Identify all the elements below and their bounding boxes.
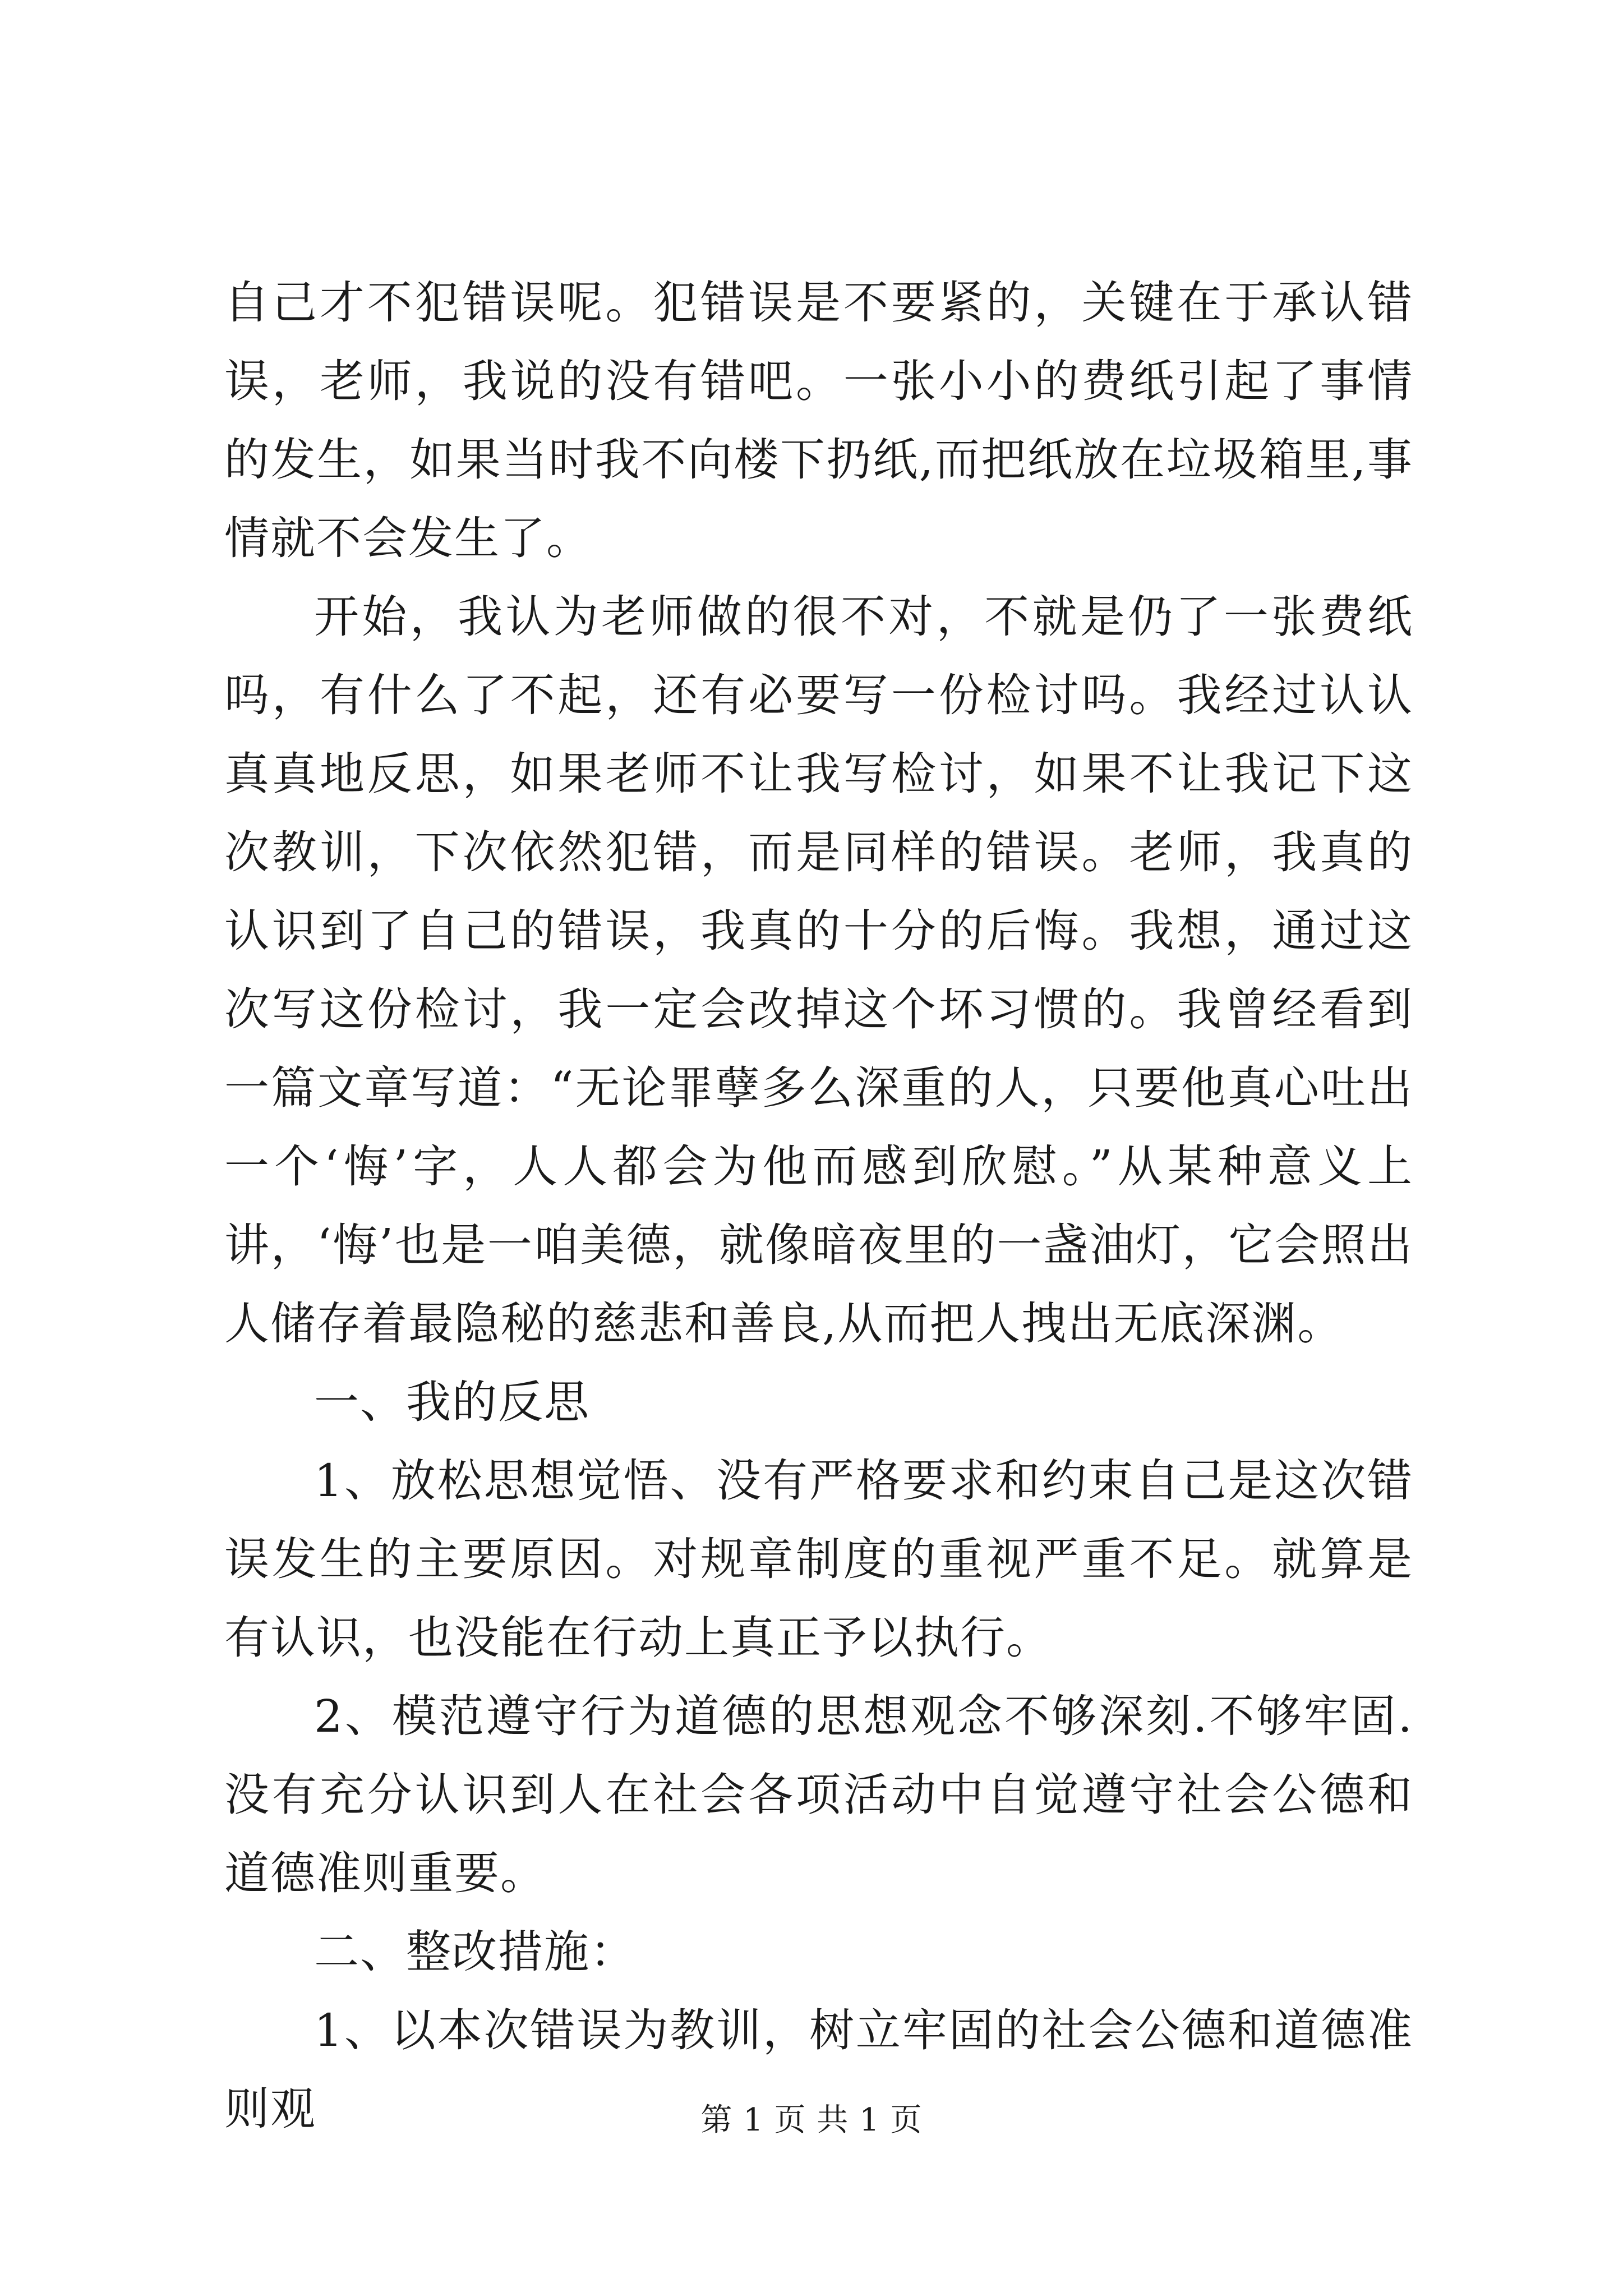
paragraph-2: 开始，我认为老师做的很不对，不就是仍了一张费纸吗，有什么了不起，还有必要写一份检讨吗。我经过认认真真地反思，如果老师不让我写检讨，如果不让我记下这次教训，下次依然犯错，而是同样的错误。老师，我真的认识到了自己的错误，我真的十分的后悔。我想，通过这次写这份检讨，我一定会改掉这个坏习惯的。我曾经看到一篇文章写道：“无论罪孽多么深重的人，只要他真心吐出一个‘悔’字，人人都会为他而感到欣慰。”从某种意义上讲，‘悔’也是一咱美德，就像暗夜里的一盏油灯，它会照出人储存着最隐秘的慈悲和善良,从而把人拽出无底深渊。	[224, 591, 1413, 1350]
page-footer: 第 1 页 共 1 页	[700, 2102, 923, 2138]
paragraph-measures-1: 1、以本次错误为教训，树立牢固的社会公德和道德准则观	[224, 2004, 1413, 2135]
section-heading-reflection: 一、我的反思	[314, 1376, 590, 1428]
paragraph-reflection-1: 1、放松思想觉悟、没有严格要求和约束自己是这次错误发生的主要原因。对规章制度的重视严重不足。就算是有认识，也没能在行动上真正予以执行。	[224, 1455, 1413, 1664]
document-body	[224, 264, 1413, 2148]
paragraph-reflection-2: 2、模范遵守行为道德的思想观念不够深刻.不够牢固.没有充分认识到人在社会各项活动中自觉遵守社会公德和道德准则重要。	[224, 1690, 1413, 1899]
paragraph-1: 自己才不犯错误呢。犯错误是不要紧的，关键在于承认错误，老师，我说的没有错吧。一张小小的费纸引起了事情的发生，如果当时我不向楼下扔纸,而把纸放在垃圾箱里,事情就不会发生了。	[224, 277, 1413, 564]
section-heading-measures: 二、整改措施：	[314, 1926, 636, 1978]
